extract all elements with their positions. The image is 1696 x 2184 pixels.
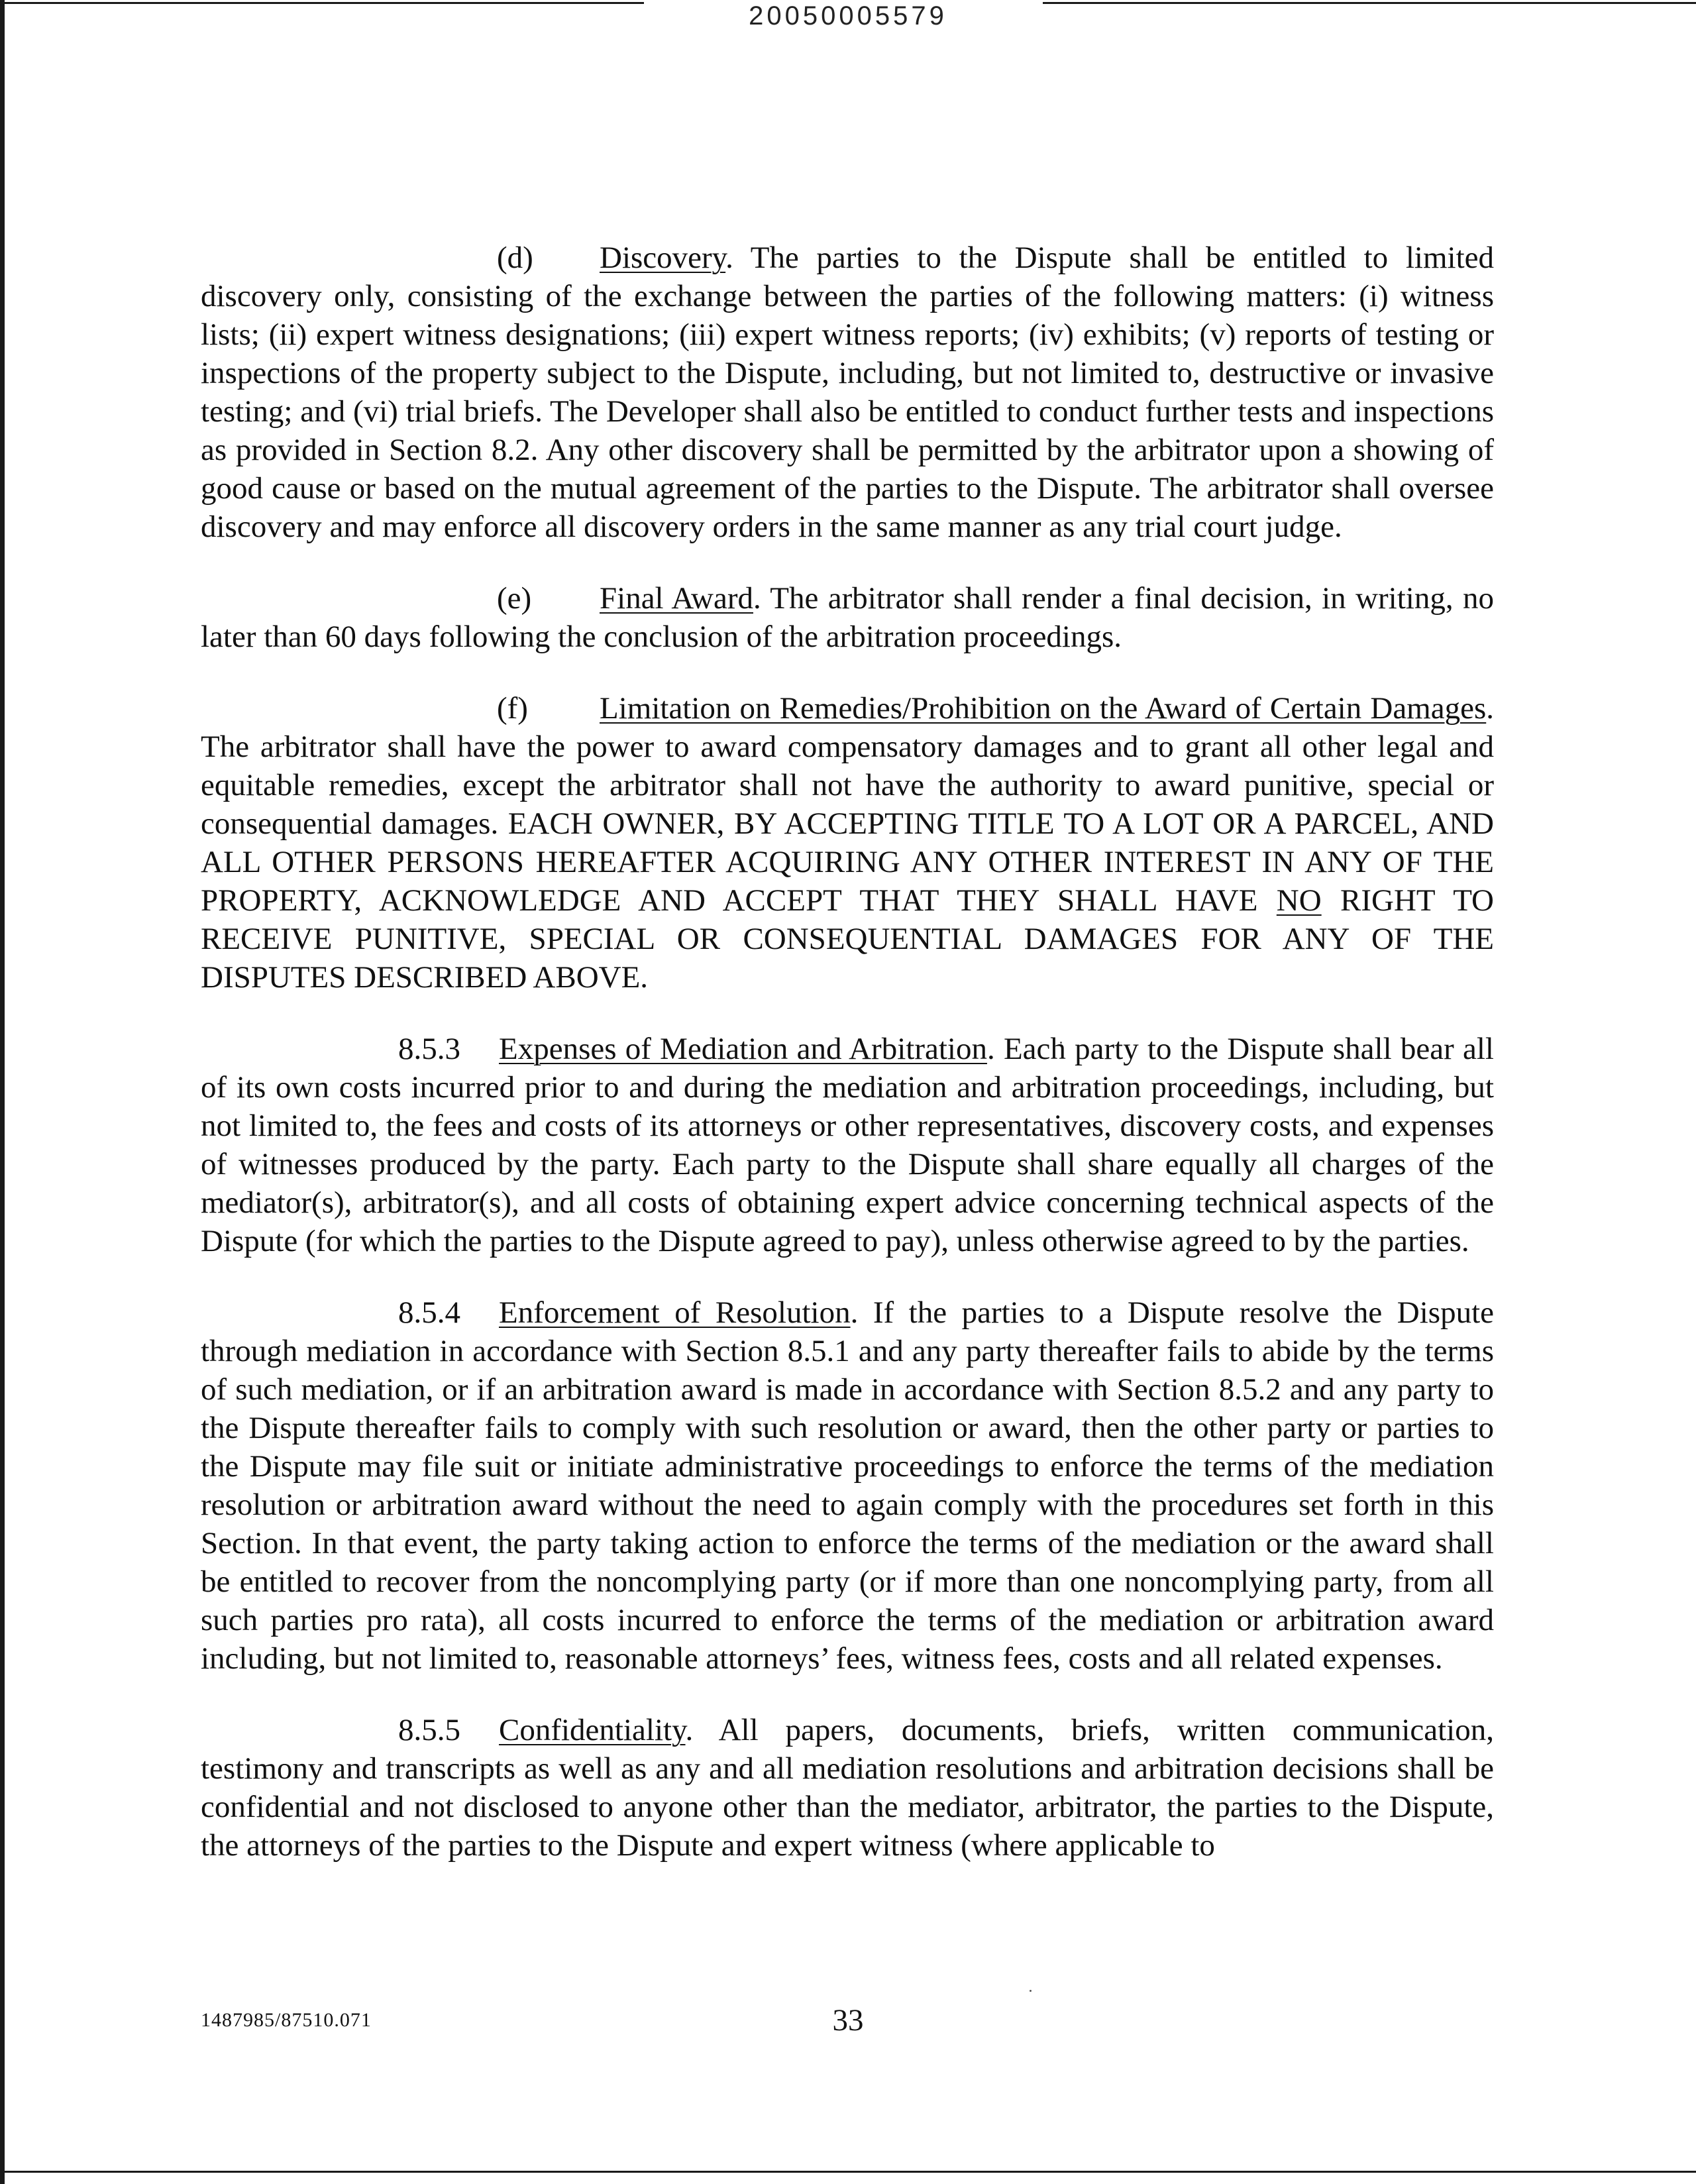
document-number-stamp: 20050005579 [749, 1, 947, 30]
section-text: . If the parties to a Dispute resolve the Dispute through mediation in accordance with Section 8.5.1 and any party thereafter fails to abide by the terms of such mediation, or if an arbitration award is made in accordance with Section 8.5.2 and any party to the Dispute thereafter fails to comply with such resolution or award, then the other party or parties to the Dispute may file suit or initiate administrative proceedings to enforce the terms of the mediation resolution or arbitration award without the need to again comply with the procedures set forth in this Section. In that event, the party taking action to enforce the terms of the mediation or the award shall be entitled to recover from the noncomplying party (or if more than one noncomplying party, from all such parties pro rata), all costs incurred to enforce the terms of the mediation or arbitration award including, but not limited to, reasonable attorneys’ fees, witness fees, costs and all related expenses. [201, 1295, 1494, 1676]
section-8-5-5-confidentiality [201, 1711, 1494, 1865]
footer-document-id: 1487985/87510.071 [201, 2009, 372, 2031]
section-text: . All papers, documents, briefs, written communication, testimony and transcripts as well as any and all mediation resolutions and arbitration decisions shall be confidential and not disclosed to anyone other than the mediator, arbitrator, the parties to the Dispute, the attorneys of the parties to the Dispute and expert witness (where applicable to [201, 1713, 1494, 1863]
scan-speck [1030, 1990, 1032, 1992]
paragraph-number: (e) [497, 581, 532, 616]
paragraph-heading: Final Award [600, 581, 753, 616]
section-number: 8.5.3 [398, 1032, 460, 1066]
section-number: 8.5.4 [398, 1295, 460, 1330]
section-8-5-3-expenses [201, 1030, 1494, 1260]
paragraph-number: (d) [497, 241, 533, 275]
paragraph-e-final-award [201, 579, 1494, 656]
emphasis-no: NO [1276, 883, 1322, 918]
page-number: 33 [832, 2003, 864, 2038]
section-heading: Enforcement of Resolution [499, 1295, 851, 1330]
paragraph-text: . The parties to the Dispute shall be entitled to limited discovery only, consisting of the exchange between the parties of the following matters: (i) witness lists; (ii) expert witness designations; (iii) expert witness reports; (iv) exhibits; (v) reports of testing or inspections of the property subject to the Dispute, including, but not limited to, destructive or invasive testing; and (vi) trial briefs. The Developer shall also be entitled to conduct further tests and inspections as provided in Section 8.2. Any other discovery shall be permitted by the arbitrator upon a showing of good cause or based on the mutual agreement of the parties to the Dispute. The arbitrator shall oversee discovery and may enforce all discovery orders in the same manner as any trial court judge. [201, 241, 1494, 544]
paragraph-text: . The arbitrator shall render a final decision, in writing, no later than 60 days following the conclusion of the arbitration proceedings. [201, 581, 1494, 654]
scan-edge-bottom [0, 2171, 1696, 2173]
paragraph-heading: Limitation on Remedies/Prohibition on the Award of Certain Damages [600, 691, 1487, 726]
paragraph-heading: Discovery [600, 241, 726, 275]
section-number: 8.5.5 [398, 1713, 460, 1747]
paragraph-d-discovery [201, 239, 1494, 546]
section-heading: Confidentiality [499, 1713, 686, 1747]
paragraph-f-limitation-on-remedies [201, 689, 1494, 997]
section-8-5-4-enforcement [201, 1293, 1494, 1678]
paragraph-text: . The arbitrator shall have the power to award compensatory damages and to grant all other legal and equitable remedies, except the arbitrator shall not have the authority to award punitive, special or consequential damages. EACH OWNER, BY ACCEPTING TITLE TO A LOT OR A PARCEL, AND ALL OTHER PERSONS HEREAFTER ACQUIRING ANY OTHER INTEREST IN ANY OF THE PROPERTY, ACKNOWLEDGE AND ACCEPT THAT THEY SHALL HAVE [201, 691, 1494, 918]
section-text: . Each party to the Dispute shall bear all of its own costs incurred prior to and during the mediation and arbitration proceedings, including, but not limited to, the fees and costs of its attorneys or other representatives, discovery costs, and expenses of witnesses produced by the party. Each party to the Dispute shall share equally all charges of the mediator(s), arbitrator(s), and all costs of obtaining expert advice concerning technical aspects of the Dispute (for which the parties to the Dispute agreed to pay), unless otherwise agreed to by the parties. [201, 1032, 1494, 1258]
paragraph-text-continued: RIGHT TO RECEIVE PUNITIVE, SPECIAL OR CONSEQUENTIAL DAMAGES FOR ANY OF THE DISPUTES DESCRIBED ABOVE. [201, 883, 1495, 995]
scan-edge-left [0, 0, 5, 2184]
document-body [201, 239, 1494, 1898]
paragraph-number: (f) [497, 691, 528, 726]
section-heading: Expenses of Mediation and Arbitration [499, 1032, 987, 1066]
